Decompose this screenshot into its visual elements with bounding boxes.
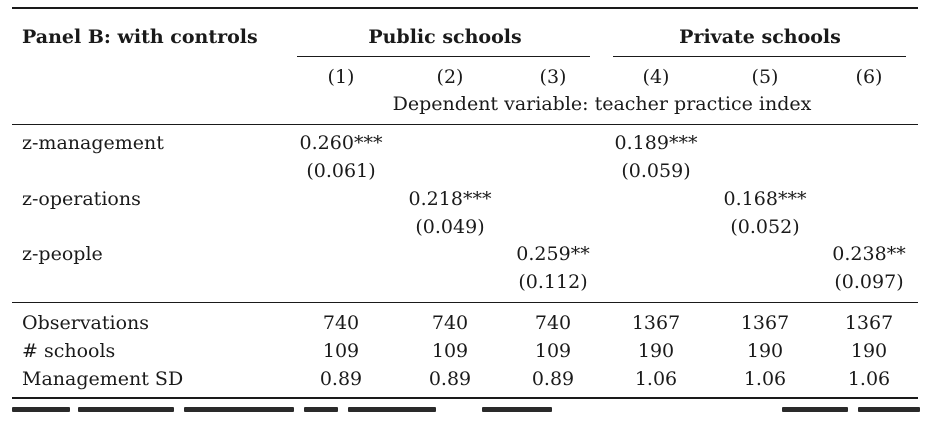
row-label-z-operations: z-operations (22, 188, 141, 210)
dependent-variable-label: Dependent variable: teacher practice index (392, 93, 812, 115)
column-number: (6) (855, 66, 883, 88)
stat-cell: 109 (431, 340, 469, 362)
header-rule (12, 124, 918, 125)
stat-cell: 740 (431, 312, 469, 334)
stat-cell: 190 (850, 340, 888, 362)
public-cmidrule (297, 56, 590, 57)
coef-cell: 0.189*** (614, 132, 698, 154)
stat-cell: 1.06 (743, 368, 787, 390)
stat-cell: 190 (746, 340, 784, 362)
stat-cell: 109 (534, 340, 572, 362)
column-number: (1) (327, 66, 355, 88)
coef-cell: 0.168*** (723, 188, 807, 210)
row-label-z-management: z-management (22, 132, 164, 154)
private-schools-header: Private schools (679, 26, 841, 48)
stat-cell: 1367 (740, 312, 790, 334)
bottom-rule (12, 397, 918, 399)
row-label-observations: Observations (22, 312, 150, 334)
row-label-schools: # schools (22, 340, 116, 362)
se-cell: (0.059) (621, 160, 691, 182)
stat-cell: 0.89 (319, 368, 363, 390)
row-label-z-people: z-people (22, 243, 103, 265)
stat-cell: 740 (322, 312, 360, 334)
coef-cell: 0.259** (516, 243, 590, 265)
column-number: (5) (751, 66, 779, 88)
stat-cell: 109 (322, 340, 360, 362)
top-rule (12, 7, 918, 9)
se-cell: (0.097) (834, 271, 904, 293)
coef-cell: 0.218*** (408, 188, 492, 210)
row-label-management-sd: Management SD (22, 368, 184, 390)
stat-cell: 0.89 (428, 368, 472, 390)
column-number: (2) (436, 66, 464, 88)
se-cell: (0.112) (518, 271, 588, 293)
coef-cell: 0.238** (832, 243, 906, 265)
column-number: (4) (642, 66, 670, 88)
stat-cell: 740 (534, 312, 572, 334)
se-cell: (0.061) (306, 160, 376, 182)
stat-cell: 1.06 (847, 368, 891, 390)
stat-cell: 1367 (844, 312, 894, 334)
stat-cell: 0.89 (531, 368, 575, 390)
public-schools-header: Public schools (368, 26, 522, 48)
mid-rule (12, 302, 918, 303)
coef-cell: 0.260*** (299, 132, 383, 154)
se-cell: (0.049) (415, 216, 485, 238)
truncated-footnote (12, 407, 922, 421)
column-number: (3) (539, 66, 567, 88)
stat-cell: 1367 (631, 312, 681, 334)
private-cmidrule (613, 56, 906, 57)
panel-title: Panel B: with controls (22, 26, 258, 48)
se-cell: (0.052) (730, 216, 800, 238)
stat-cell: 190 (637, 340, 675, 362)
stat-cell: 1.06 (634, 368, 678, 390)
